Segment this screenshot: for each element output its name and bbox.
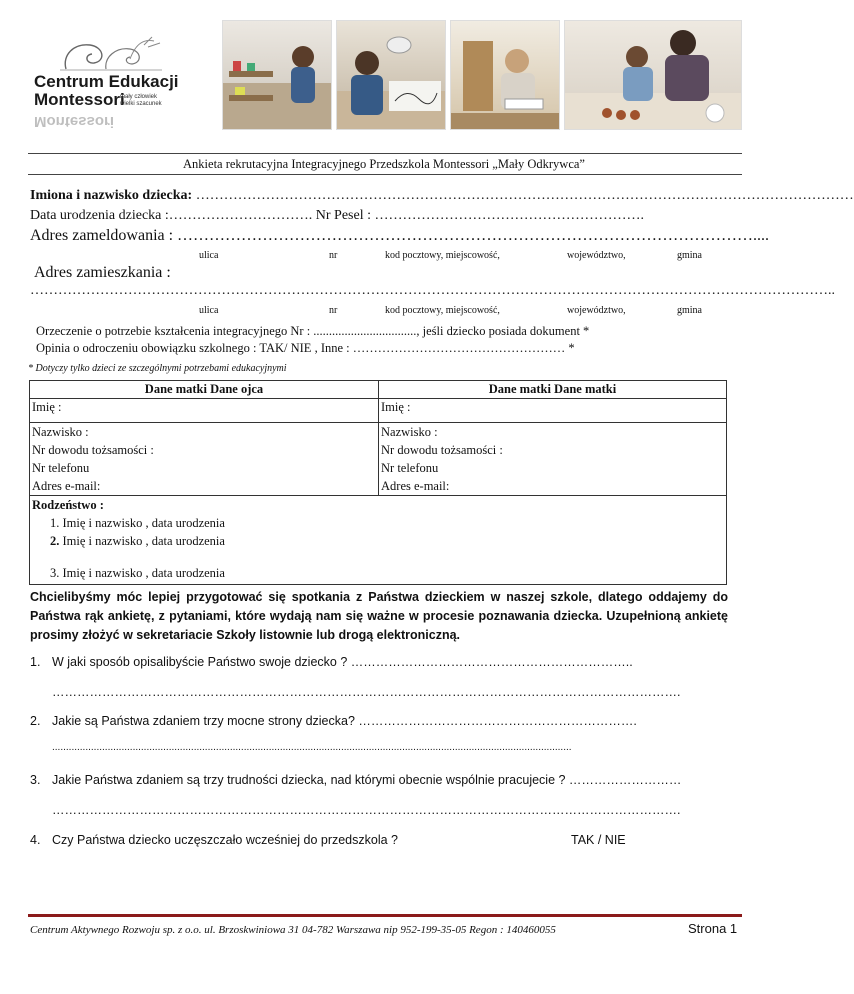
parents-header-row (30, 381, 727, 399)
siblings-label: Rodzeństwo : (32, 498, 104, 512)
photo-teacher-child (564, 20, 742, 130)
reg-hint-number: nr (329, 250, 338, 261)
question-4-text: Czy Państwa dziecko uczęszczało wcześniej do przedszkola ? (52, 833, 398, 847)
reg-hint-voivodeship: województwo, (567, 250, 626, 261)
siblings-spacer (32, 550, 724, 564)
parents-left-header: Dane matki Dane ojca (30, 381, 379, 399)
question-1-answer-field[interactable]: ……………………………………………………………………………………………………………………………………. (52, 685, 681, 699)
reg-hint-street: ulica (199, 250, 219, 261)
photo-child-drawing (336, 20, 446, 130)
snail-logo-icon (56, 35, 166, 73)
right-details-cell (379, 423, 727, 496)
left-details-cell (30, 423, 379, 496)
sibling-2-text: Imię i nazwisko , data urodzenia (59, 534, 225, 548)
birth-pesel-field[interactable]: Data urodzenia dziecka :…………………………. Nr Pesel : …………………………………………………. (30, 208, 644, 223)
right-email[interactable]: Adres e-mail: (381, 479, 450, 493)
parents-table (29, 380, 727, 585)
question-2-number: 2. (30, 714, 41, 728)
montessori-logo (34, 35, 190, 130)
logo-tagline-1: mały człowiek (120, 94, 158, 100)
photo-child-shelf (222, 20, 332, 130)
sibling-1-field[interactable]: 1. Imię i nazwisko , data urodzenia (50, 516, 225, 530)
logo-reflection: Montessori (34, 113, 115, 130)
logo-line-1: Centrum Edukacji (34, 72, 179, 91)
reg-hint-postal: kod pocztowy, miejscowość, (385, 250, 500, 261)
right-first-name[interactable]: Imię : (379, 399, 727, 423)
footer-rule (28, 914, 742, 917)
child-names-line (30, 188, 854, 204)
title-rule (28, 174, 742, 175)
footer-company: Centrum Aktywnego Rozwoju sp. z o.o. ul. Brzoskwiniowa 31 04-782 Warszawa nip 952-199-35-05 Regon : 140460055 (30, 924, 556, 936)
sibling-2-field[interactable] (32, 532, 724, 550)
res-hint-street: ulica (199, 305, 219, 316)
left-surname[interactable]: Nazwisko : (32, 425, 89, 439)
question-3-answer-field[interactable]: ……………………………………………………………………………………………………………………………………. (52, 803, 681, 817)
res-hint-commune: gmina (677, 305, 702, 316)
right-surname[interactable]: Nazwisko : (381, 425, 438, 439)
registered-address-field[interactable]: Adres zameldowania : ……………………………………………………………………………………………….... (30, 227, 770, 244)
parents-details-row (30, 423, 727, 496)
question-2-answer-field[interactable]: ........................................................................................................................................................................................... (52, 742, 572, 753)
photo-child-drawing-icon (337, 21, 445, 129)
parents-name-row (30, 399, 727, 423)
logo-tagline-2: wielki szacunek (120, 101, 162, 107)
question-2-text: Jakie są Państwa zdaniem trzy mocne strony dziecka? …………………………………………………………. (52, 714, 637, 728)
photo-child-shelf-icon (223, 21, 331, 129)
question-1-number: 1. (30, 655, 41, 669)
photo-child-reading (450, 20, 560, 130)
left-phone[interactable]: Nr telefonu (32, 461, 90, 475)
header-rule (28, 153, 742, 154)
logo-line-2: Montessori (34, 90, 125, 109)
res-hint-number: nr (329, 305, 338, 316)
child-names-field[interactable]: …………………………………………………………………………………………………………………………… (195, 188, 854, 203)
school-deferral-field[interactable]: Opinia o odroczeniu obowiązku szkolnego : TAK/ NIE , Inne : …………………………………………… * (36, 341, 575, 355)
left-email[interactable]: Adres e-mail: (32, 479, 101, 493)
sibling-2-number: 2. (50, 534, 60, 548)
right-id-number[interactable]: Nr dowodu tożsamości : (381, 443, 503, 457)
question-1-text: W jaki sposób opisalibyście Państwo swoje dziecko ? ………………………………………………………….. (52, 655, 633, 669)
integration-certificate-field[interactable]: Orzeczenie o potrzebie kształcenia integracyjnego Nr : ................................., jeśli dziecko posiada dokument * (36, 324, 590, 338)
integration-footnote: * Dotyczy tylko dzieci ze szczególnymi potrzebami edukacyjnymi (28, 363, 287, 374)
right-phone[interactable]: Nr telefonu (381, 461, 439, 475)
form-title: Ankieta rekrutacyjna Integracyjnego Przedszkola Montessori „Mały Odkrywca” (183, 157, 585, 171)
res-hint-postal: kod pocztowy, miejscowość, (385, 305, 500, 316)
sibling-3-field[interactable]: 3. Imię i nazwisko , data urodzenia (50, 566, 225, 580)
question-3-number: 3. (30, 773, 41, 787)
intro-paragraph: Chcielibyśmy móc lepiej przygotować się spotkania z Państwa dzieckiem w naszej szkole, dlatego oddajemy do Państwa rąk ankietę, z pytaniami, które wydają nam się ważne w procesie poznawania dziecka. Uzupełnioną ankietę prosimy złożyć w sekretariacie Szkoły listownie lub drogą elektroniczną. (30, 590, 728, 642)
question-4-answer[interactable]: TAK / NIE (571, 833, 626, 847)
question-4-number: 4. (30, 833, 41, 847)
residence-address-field[interactable]: ……………………………………………………………………………………………………………………………………………………….. (30, 283, 835, 298)
left-id-number[interactable]: Nr dowodu tożsamości : (32, 443, 154, 457)
res-hint-voivodeship: województwo, (567, 305, 626, 316)
photo-child-reading-icon (451, 21, 559, 129)
reg-hint-commune: gmina (677, 250, 702, 261)
question-3-text: Jakie Państwa zdaniem są trzy trudności dziecka, nad którymi obecnie wspólnie pracujecie ? ……………………… (52, 773, 682, 787)
child-names-label: Imiona i nazwisko dziecka: (30, 188, 193, 203)
footer-page-number: Strona 1 (688, 921, 738, 936)
parents-right-header: Dane matki Dane matki (379, 381, 727, 399)
photo-teacher-child-icon (565, 21, 741, 129)
residence-address-label: Adres zamieszkania : (34, 264, 171, 281)
siblings-row (30, 496, 727, 585)
left-first-name[interactable]: Imię : (30, 399, 379, 423)
siblings-cell (30, 496, 727, 585)
